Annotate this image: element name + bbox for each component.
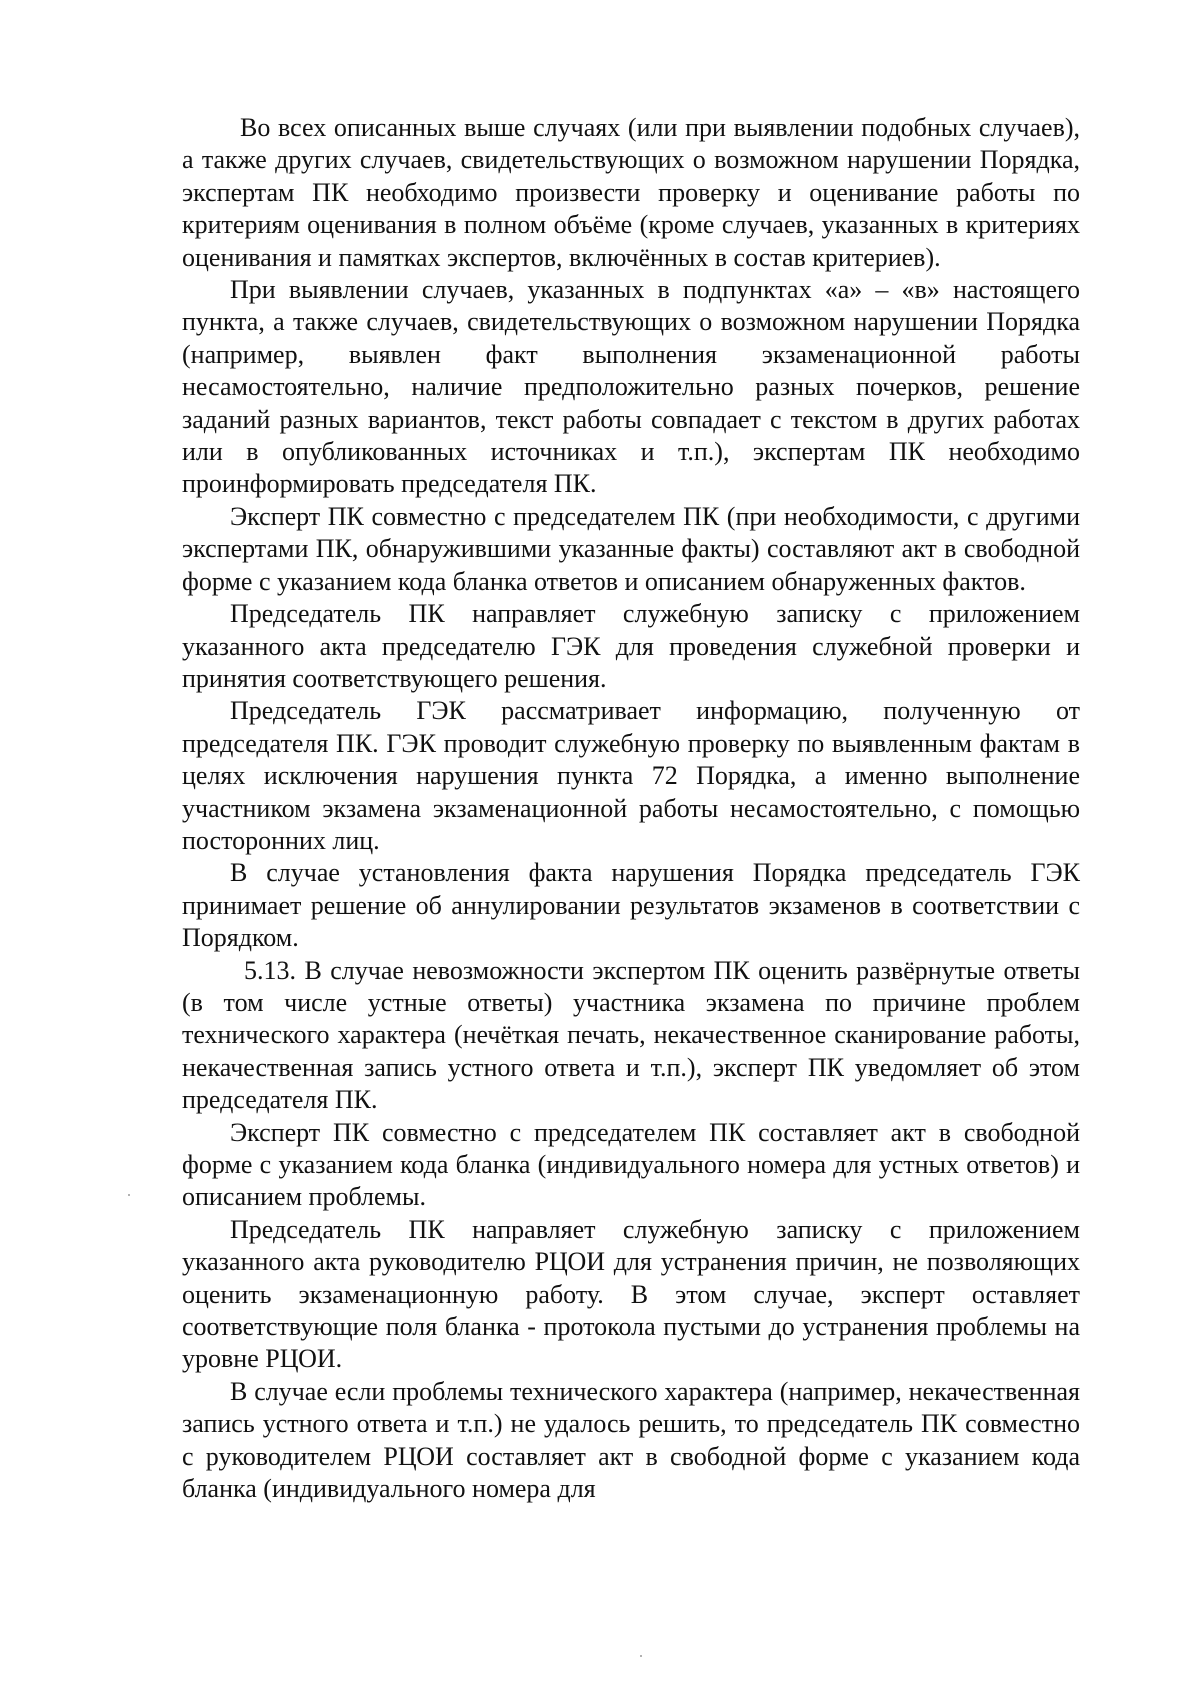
scan-speck	[640, 1655, 642, 1657]
paragraph: В случае если проблемы технического характера (например, некачественная запись устного ответа и т.п.) не удалось решить, то председатель ПК совместно с руководителем РЦОИ составляет акт в свободной форме с указанием кода бланка (индивидуального номера для	[182, 1376, 1080, 1504]
clause-paragraph: 5.13. В случае невозможности экспертом ПК оценить развёрнутые ответы (в том числе устные ответы) участника экзамена по причине проблем технического характера (нечёткая печать, некачественное сканирование работы, некачественная запись устного ответа и т.п.), эксперт ПК уведомляет об этом председателя ПК.	[182, 955, 1080, 1115]
paragraph: Председатель ПК направляет служебную записку с приложением указанного акта председателю ГЭК для проведения служебной проверки и принятия соответствующего решения.	[182, 599, 1080, 693]
paragraph: Эксперт ПК совместно с председателем ПК (при необходимости, с другими экспертами ПК, обнаружившими указанные факты) составляют акт в свободной форме с указанием кода бланка ответов и описанием обнаруженных фактов.	[182, 501, 1080, 596]
paragraph: При выявлении случаев, указанных в подпунктах «а» – «в» настоящего пункта, а также случаев, свидетельствующих о возможном нарушении Порядка (например, выявлен факт выполнения экзаменационной работы несамостоятельно, наличие предположительно разных почерков, решение заданий разных вариантов, текст работы совпадает с текстом в других работах или в опубликованных источниках и т.п.), экспертам ПК необходимо проинформировать председателя ПК.	[182, 275, 1080, 499]
paragraph: Во всех описанных выше случаях (или при выявлении подобных случаев), а также других случаев, свидетельствующих о возможном нарушении Порядка, экспертам ПК необходимо произвести проверку и оценивание работы по критериям оценивания в полном объёме (кроме случаев, указанных в критериях оценивания и памятках экспертов, включённых в состав критериев).	[182, 113, 1080, 272]
paragraph: Председатель ГЭК рассматривает информацию, полученную от председателя ПК. ГЭК проводит служебную проверку по выявленным фактам в целях исключения нарушения пункта 72 Порядка, а именно выполнение участником экзамена экзаменационной работы несамостоятельно, с помощью посторонних лиц.	[182, 696, 1080, 855]
paragraph: Председатель ПК направляет служебную записку с приложением указанного акта руководителю РЦОИ для устранения причин, не позволяющих оценить экзаменационную работу. В этом случае, эксперт оставляет соответствующие поля бланка - протокола пустыми до устранения проблемы на уровне РЦОИ.	[182, 1214, 1080, 1374]
scan-speck	[128, 1194, 130, 1196]
document-body	[182, 112, 1080, 1505]
paragraph: В случае установления факта нарушения Порядка председатель ГЭК принимает решение об аннулировании результатов экзаменов в соответствии с Порядком.	[182, 858, 1080, 953]
paragraph: Эксперт ПК совместно с председателем ПК составляет акт в свободной форме с указанием кода бланка (индивидуального номера для устных ответов) и описанием проблемы.	[182, 1117, 1080, 1212]
